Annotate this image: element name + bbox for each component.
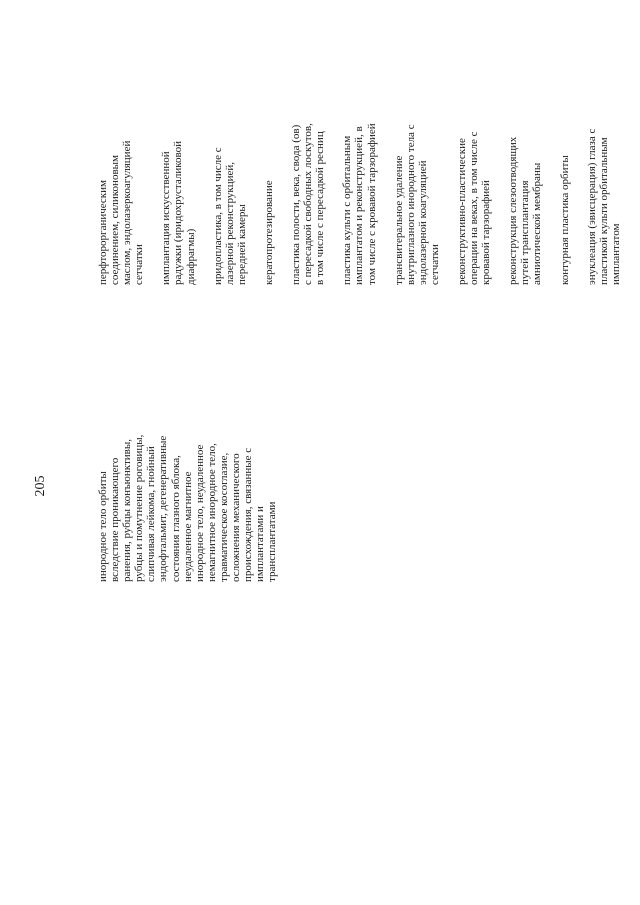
procedure-line: энуклеация (эвисцерация) глаза с (585, 128, 598, 285)
diagnosis-line: инородное тело орбиты (97, 471, 109, 582)
procedure-line: с пересадкой свободных лоскутов, (302, 123, 315, 285)
procedure-line: сетчатки (428, 244, 441, 285)
procedure-line: сетчатки (133, 244, 146, 285)
procedure-line: операции на веках, в том числе с (468, 131, 481, 285)
procedure-line: лазерной реконструкцией, (223, 162, 236, 285)
procedure-line: реконструкция слезоотводящих (507, 136, 520, 285)
page-number: 205 (33, 475, 48, 497)
procedure-entry (586, 75, 622, 285)
procedure-line: пластика культи с орбитальным (341, 135, 354, 285)
procedure-line: контурная пластика орбиты (558, 155, 571, 285)
procedure-line: внутриглазного инородного тела с (404, 124, 417, 285)
procedure-line: маслом, эндолазеркоагуляцией (121, 140, 134, 285)
procedure-entry (507, 75, 543, 285)
procedure-line: том числе с кровавой тарзорафией (365, 123, 378, 285)
procedure-line: в том числе с пересадкой ресниц (314, 131, 327, 285)
procedure-line: кровавой тарзорафией (480, 180, 493, 285)
procedure-entry (160, 75, 196, 285)
diagnosis-line: слипчивая лейкома, гнойный (145, 446, 158, 582)
diagnosis-line: немагнитное инородное тело, (205, 443, 218, 582)
procedure-line: имплантатом и реконструкцией, в (353, 126, 366, 285)
procedure-line: иридопластика, в том числе с (211, 147, 224, 285)
procedure-entry (559, 75, 571, 285)
diagnosis-line: осложнения механического (230, 453, 243, 582)
procedure-line: амниотической мембраны (531, 162, 544, 285)
procedure-line: пластика полости, века, свода (ов) (290, 124, 303, 285)
diagnosis-line: ранения, рубцы конъюнктивы, (121, 438, 134, 582)
procedure-line: имплантатом (609, 223, 622, 285)
diagnosis-line: травматическое косоглазие, (217, 452, 230, 582)
procedure-line: реконструктивно-пластические (455, 138, 468, 285)
procedure-entry (393, 75, 441, 285)
procedure-entry (212, 75, 248, 285)
procedure-line: имплантация искусственной (160, 151, 173, 285)
diagnosis-line: состояния глазного яблока, (169, 455, 182, 582)
procedure-line: передней камеры (235, 204, 248, 285)
procedure-entry (290, 75, 326, 285)
procedure-line: трансвитеральное удаление (392, 155, 405, 285)
procedure-line: эндолазерной коагуляцией (416, 160, 429, 285)
diagnosis-line: рубцы и помутнение роговицы, (133, 434, 146, 582)
procedure-entry (263, 75, 275, 285)
procedure-line: пластикой культи орбитальным (597, 137, 610, 285)
procedure-line: перфторорганическим (97, 180, 109, 285)
diagnosis-line: вследствие проникающего (109, 457, 122, 582)
diagnosis-line: неудаленное магнитное (181, 471, 194, 582)
diagnosis-line: инородное тело, неудаленное (193, 444, 206, 582)
diagnosis-line: имплантатами и (254, 506, 267, 582)
procedure-line: кератопротезирование (262, 180, 275, 285)
procedure-entry (341, 75, 377, 285)
procedure-line: соединением, силиконовым (109, 155, 122, 285)
procedure-line: путей трансплантация (519, 180, 532, 285)
procedure-column (97, 75, 637, 285)
procedure-line: диафрагмы) (184, 228, 197, 285)
procedure-line: радужки (иридохрусталиковой (172, 141, 185, 285)
diagnosis-line: происхождения, связанные с (242, 447, 255, 582)
procedure-entry (456, 75, 492, 285)
diagnosis-line: трансплантатами (266, 501, 279, 582)
procedure-entry (97, 75, 145, 285)
diagnosis-line: эндофтальмит, дегенеративные (157, 435, 170, 582)
diagnosis-column (97, 387, 278, 582)
